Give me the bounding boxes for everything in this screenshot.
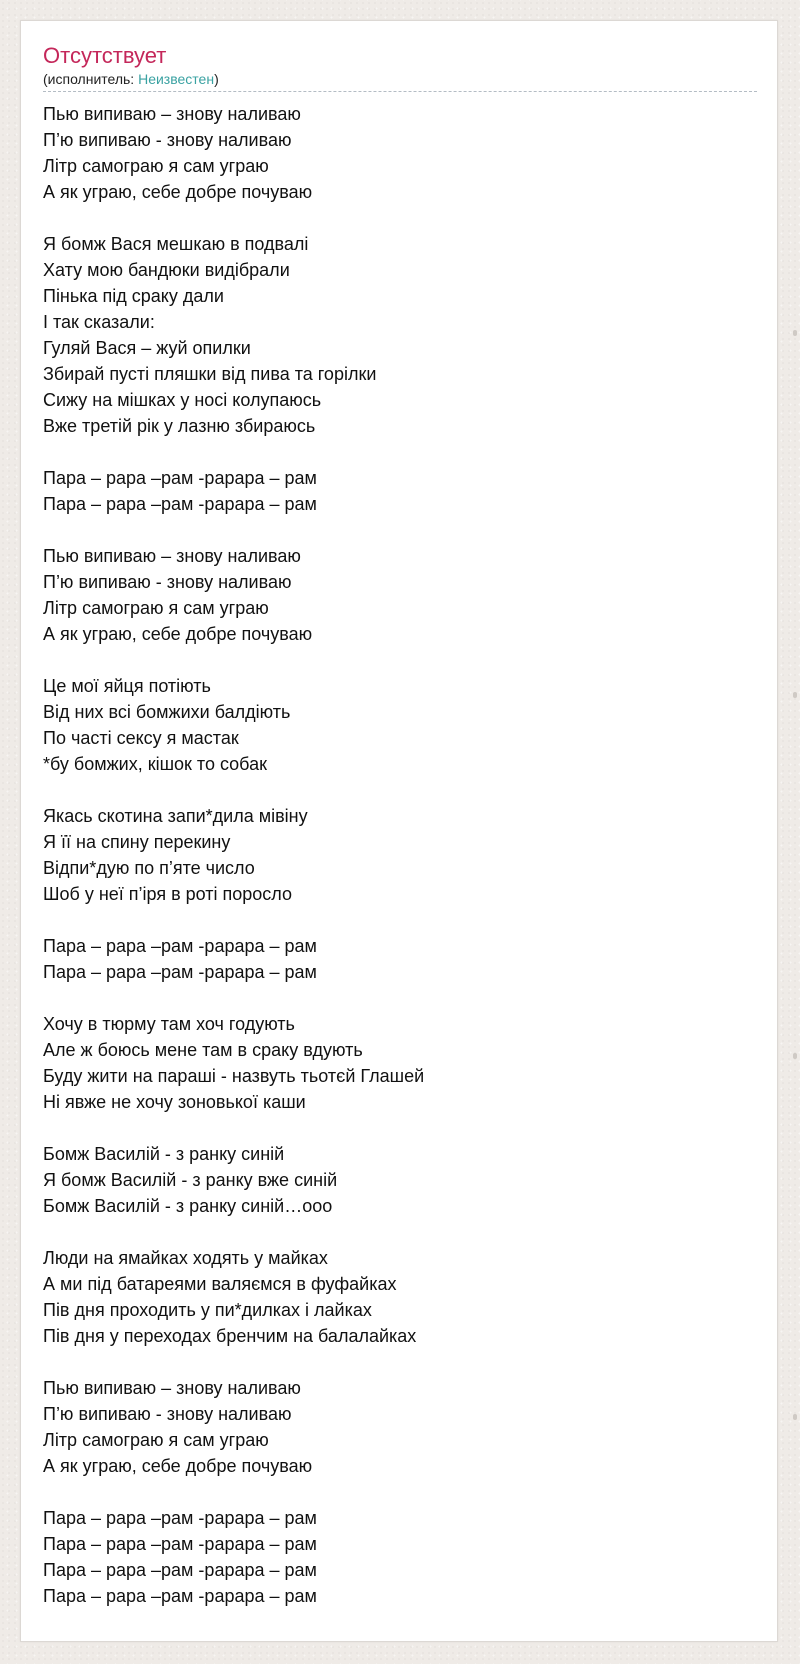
lyric-line: П’ю випиваю - знову наливаю xyxy=(43,130,292,150)
artist-prefix: (исполнитель: xyxy=(43,71,139,87)
edge-mark xyxy=(793,1053,797,1059)
lyric-line: Пів дня проходить у пи*дилках і лайках xyxy=(43,1300,372,1320)
lyric-line: Хату мою бандюки видібрали xyxy=(43,260,290,280)
lyric-line: Пара – рара –рам -рарара – рам xyxy=(43,1534,317,1554)
lyric-line: Буду жити на параші - назвуть тьотєй Глашей xyxy=(43,1066,425,1086)
lyric-line: Літр самограю я сам уграю xyxy=(43,156,269,176)
lyric-line: Пью випиваю – знову наливаю xyxy=(43,1378,301,1398)
lyric-line: Шоб у неї п’іря в роті поросло xyxy=(43,884,293,904)
lyrics-card xyxy=(20,20,778,1642)
lyric-line: Пью випиваю – знову наливаю xyxy=(43,546,301,566)
lyric-line: Ні явже не хочу зоновької каши xyxy=(43,1092,306,1112)
lyric-line: Літр самограю я сам уграю xyxy=(43,598,269,618)
edge-mark xyxy=(793,330,797,336)
edge-mark xyxy=(793,692,797,698)
stanza-gap xyxy=(43,517,757,543)
lyric-line: І так сказали: xyxy=(43,312,155,332)
lyric-line: По часті сексу я мастак xyxy=(43,728,239,748)
lyric-line: Я бомж Василій - з ранку вже синій xyxy=(43,1170,338,1190)
lyric-line: *бу бомжих, кішок то собак xyxy=(43,754,267,774)
lyric-line: Але ж боюсь мене там в сраку вдують xyxy=(43,1040,363,1060)
song-header xyxy=(43,43,757,92)
stanza-gap xyxy=(43,985,757,1011)
lyric-line: Пью випиваю – знову наливаю xyxy=(43,104,301,124)
lyric-line: Пара – рара –рам -рарара – рам xyxy=(43,1508,317,1528)
lyric-line: Пара – рара –рам -рарара – рам xyxy=(43,1586,317,1606)
stanza-gap xyxy=(43,907,757,933)
stanza-gap xyxy=(43,1479,757,1505)
lyric-line: П’ю випиваю - знову наливаю xyxy=(43,1404,292,1424)
lyric-line: Пара – рара –рам -рарара – рам xyxy=(43,494,317,514)
lyric-line: Літр самограю я сам уграю xyxy=(43,1430,269,1450)
artist-line xyxy=(43,71,219,88)
lyric-line: Хочу в тюрму там хоч годують xyxy=(43,1014,295,1034)
stanza-gap xyxy=(43,439,757,465)
lyric-line: Пів дня у переходах бренчим на балалайках xyxy=(43,1326,417,1346)
stanza-gap xyxy=(43,1115,757,1141)
stanza-gap xyxy=(43,1219,757,1245)
lyric-line: Сижу на мішках у носі колупаюсь xyxy=(43,390,322,410)
lyric-line: Бомж Василій - з ранку синій…ооо xyxy=(43,1196,333,1216)
lyric-line: Якась скотина запи*дила мівіну xyxy=(43,806,308,826)
lyric-line: Гуляй Вася – жуй опилки xyxy=(43,338,251,358)
lyric-line: Пара – рара –рам -рарара – рам xyxy=(43,468,317,488)
lyric-line: Від них всі бомжихи балдіють xyxy=(43,702,291,722)
lyric-line: Пара – рара –рам -рарара – рам xyxy=(43,1560,317,1580)
lyric-line: Пара – рара –рам -рарара – рам xyxy=(43,936,317,956)
lyric-line: Пара – рара –рам -рарара – рам xyxy=(43,962,317,982)
lyric-line: А як уграю, себе добре почуваю xyxy=(43,182,313,202)
lyric-line: Я бомж Вася мешкаю в подвалі xyxy=(43,234,309,254)
lyric-line: А ми під батареями валяємся в фуфайках xyxy=(43,1274,397,1294)
lyric-line: Я її на спину перекину xyxy=(43,832,231,852)
lyric-line: Пінька під сраку дали xyxy=(43,286,224,306)
lyric-line: П’ю випиваю - знову наливаю xyxy=(43,572,292,592)
lyric-line: Це мої яйця потіють xyxy=(43,676,211,696)
stanza-gap xyxy=(43,647,757,673)
lyric-line: Бомж Василій - з ранку синій xyxy=(43,1144,285,1164)
stanza-gap xyxy=(43,1349,757,1375)
lyric-line: Відпи*дую по п’яте число xyxy=(43,858,255,878)
lyric-line: А як уграю, себе добре почуваю xyxy=(43,624,313,644)
lyric-line: Люди на ямайках ходять у майках xyxy=(43,1248,328,1268)
artist-link[interactable]: Неизвестен xyxy=(138,71,215,87)
song-title: Отсутствует xyxy=(43,43,167,68)
edge-mark xyxy=(793,1414,797,1420)
lyric-line: Вже третій рік у лазню збираюсь xyxy=(43,416,316,436)
lyrics-body xyxy=(43,101,757,1609)
lyric-line: А як уграю, себе добре почуваю xyxy=(43,1456,313,1476)
stanza-gap xyxy=(43,205,757,231)
stanza-gap xyxy=(43,777,757,803)
artist-suffix: ) xyxy=(214,71,219,87)
lyric-line: Збирай пусті пляшки від пива та горілки xyxy=(43,364,377,384)
